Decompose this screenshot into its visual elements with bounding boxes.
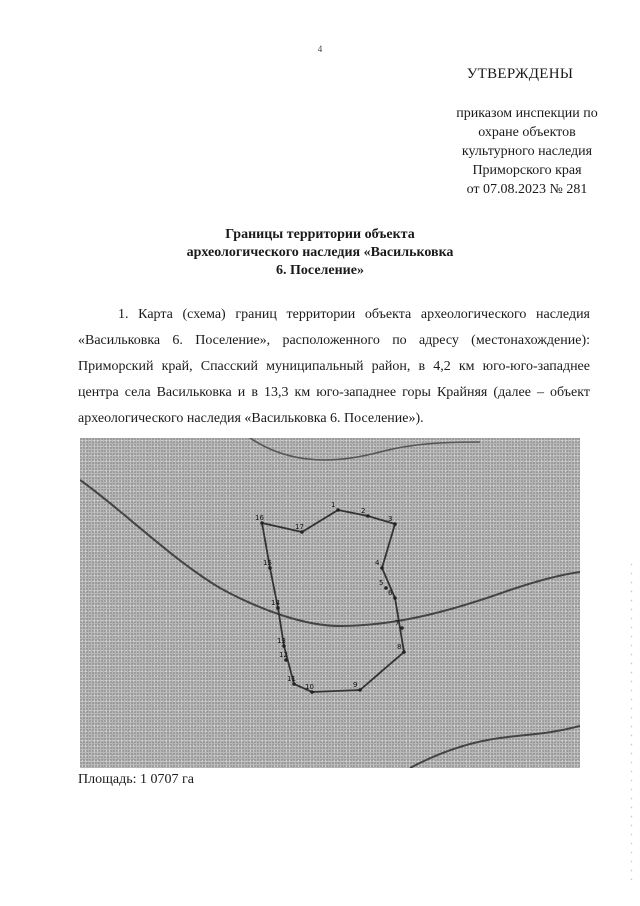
body-paragraph: 1. Карта (схема) границ территории объекта археологического наследия «Васильковка 6. Поселение», расположенного по адресу (местонахождение): Приморский край, Спасский муниципальный район, в 4,2 км юго-юго-западнее центра села Васильковка и в 13,3 км юго-западнее горы Крайняя (далее – объект археологического наследия «Васильковка 6. Поселение»). bbox=[78, 307, 590, 426]
boundary-point-label: 7 bbox=[395, 619, 400, 627]
boundary-map bbox=[80, 438, 580, 768]
boundary-point-label: 11 bbox=[287, 675, 296, 683]
document-title bbox=[130, 226, 510, 280]
approval-line: охране объектов bbox=[478, 125, 576, 140]
map-drawing bbox=[80, 438, 580, 768]
scan-edge-noise bbox=[630, 560, 633, 880]
boundary-point-label: 3 bbox=[388, 515, 393, 523]
approval-line: Приморского края bbox=[472, 163, 582, 178]
title-line: 6. Поселение» bbox=[276, 263, 364, 278]
boundary-point-label: 4 bbox=[375, 559, 380, 567]
map-road-line bbox=[80, 480, 580, 626]
boundary-point-marker bbox=[393, 596, 397, 600]
boundary-point-label: 10 bbox=[305, 683, 314, 691]
area-label: Площадь: 1 0707 га bbox=[78, 772, 194, 787]
boundary-point-marker bbox=[402, 650, 406, 654]
approval-line: приказом инспекции по bbox=[456, 106, 598, 121]
boundary-point-label: 14 bbox=[271, 599, 280, 607]
boundary-point-label: 9 bbox=[353, 681, 358, 689]
boundary-point-marker bbox=[336, 508, 340, 512]
boundary-point-label: 17 bbox=[295, 523, 304, 531]
approval-line: культурного наследия bbox=[461, 144, 593, 159]
boundary-point-label: 8 bbox=[397, 643, 402, 651]
boundary-point-label: 2 bbox=[361, 507, 366, 515]
boundary-point-label: 16 bbox=[255, 514, 264, 522]
boundary-point-label: 12 bbox=[279, 651, 288, 659]
boundary-point-marker bbox=[366, 514, 370, 518]
approval-block bbox=[432, 104, 622, 199]
approval-heading: УТВЕРЖДЕНЫ bbox=[466, 66, 574, 82]
boundary-point-marker bbox=[393, 522, 397, 526]
boundary-point-marker bbox=[380, 566, 384, 570]
boundary-point-label: 1 bbox=[331, 501, 336, 509]
boundary-point-label: 13 bbox=[277, 637, 286, 645]
map-road-line bbox=[250, 438, 480, 460]
map-road-line bbox=[410, 726, 580, 768]
territory-boundary bbox=[262, 510, 404, 692]
approval-line: от 07.08.2023 № 281 bbox=[466, 182, 588, 197]
boundary-point-label: 15 bbox=[263, 559, 272, 567]
page-number: 4 bbox=[317, 44, 323, 54]
boundary-point-marker bbox=[400, 626, 404, 630]
title-line: археологического наследия «Васильковка bbox=[186, 245, 454, 260]
boundary-point-label: 5 bbox=[379, 579, 384, 587]
title-line: Границы территории объекта bbox=[225, 227, 415, 242]
boundary-point-label: 6 bbox=[388, 589, 393, 597]
boundary-point-marker bbox=[358, 688, 362, 692]
